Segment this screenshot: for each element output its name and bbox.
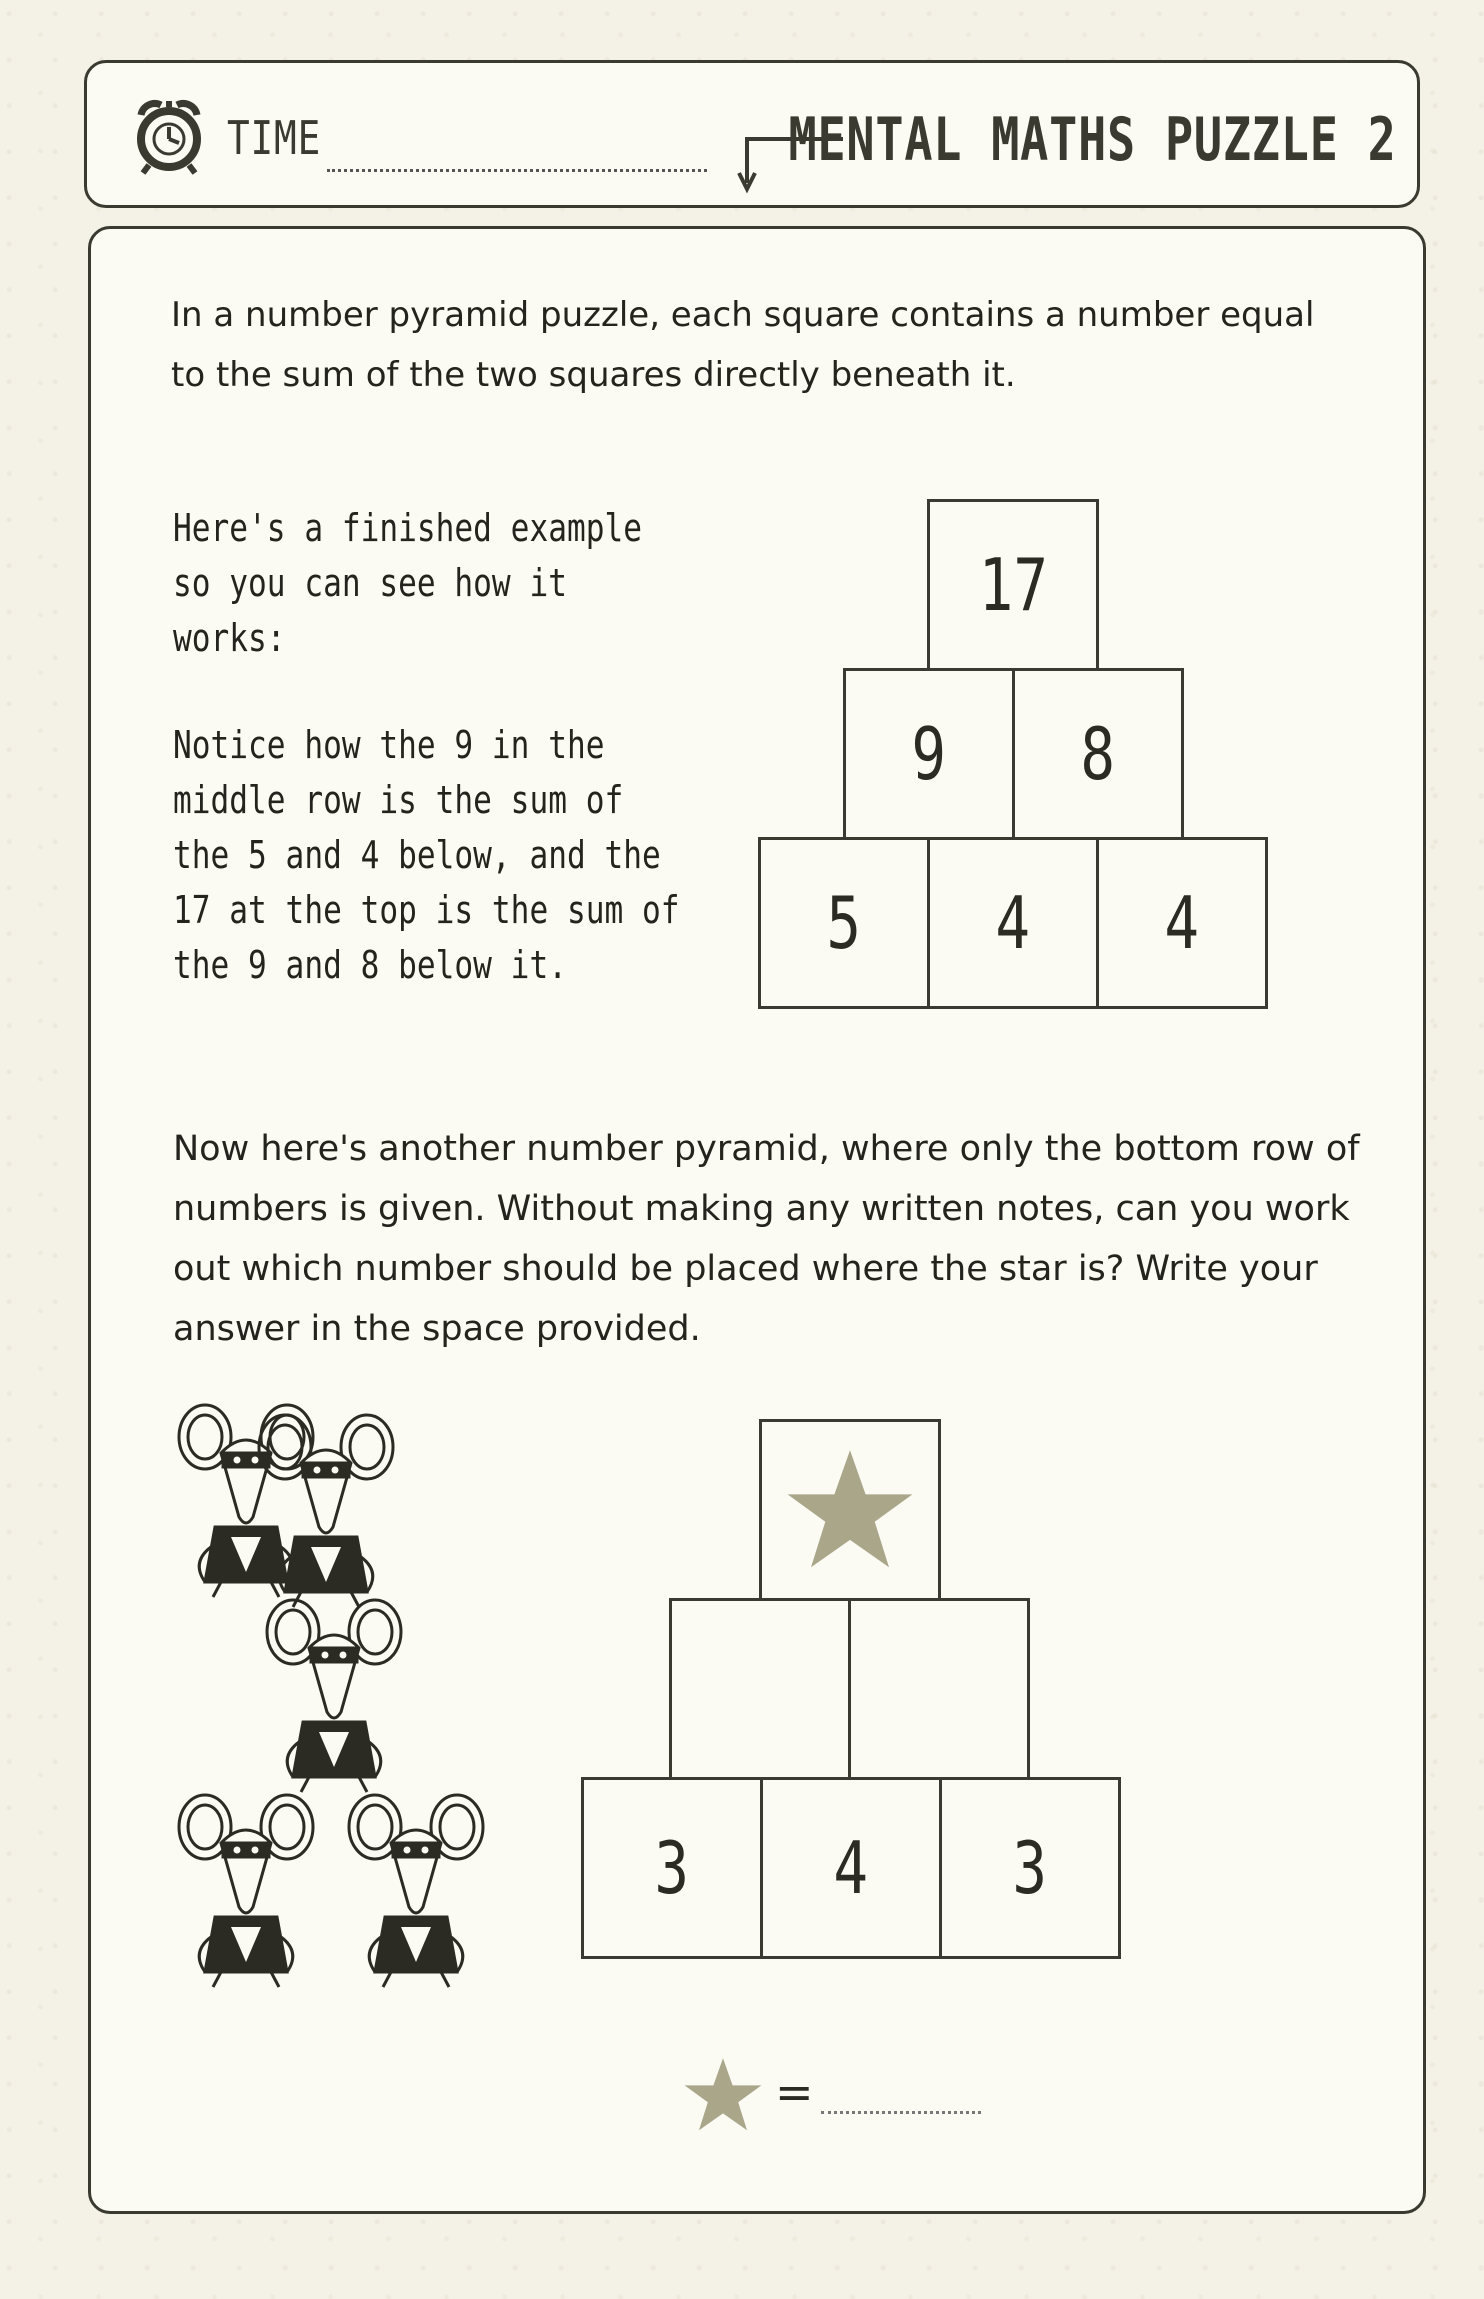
answer-input-line[interactable]	[821, 2111, 981, 2114]
example-intro-text: Here's a finished example so you can see how it works:	[173, 506, 643, 660]
header-bar	[84, 60, 1420, 208]
equals-sign: =	[775, 2065, 814, 2119]
example-pyramid-bottom-cell: 4	[1096, 837, 1268, 1009]
example-pyramid-bottom-cell: 5	[758, 837, 930, 1009]
example-description	[173, 501, 680, 1045]
answer-row	[683, 2055, 1043, 2135]
intro-text: In a number pyramid puzzle, each square contains a number equal to the sum of the two squares directly beneath it.	[171, 295, 1315, 395]
star-icon	[785, 1445, 915, 1575]
alarm-clock-icon	[127, 93, 211, 177]
example-pyramid-middle-cell: 8	[1012, 668, 1184, 840]
challenge-pyramid-bottom-cell: 3	[581, 1777, 763, 1959]
challenge-pyramid-bottom-cell: 4	[760, 1777, 942, 1959]
mice-pyramid-illustration	[171, 1397, 531, 2007]
puzzle-panel	[88, 226, 1426, 2214]
time-label: TIME	[227, 111, 322, 165]
challenge-text: Now here's another number pyramid, where only the bottom row of numbers is given. Without making any written notes, can you work out which number should be placed where the star is? Write your answer in the space provided.	[173, 1129, 1360, 1349]
time-input-line[interactable]	[327, 169, 707, 172]
example-explanation-text: Notice how the 9 in the middle row is the sum of the 5 and 4 below, and the 17 at the top is the sum of the 9 and 8 below it.	[173, 723, 680, 987]
puzzle-title: MENTAL MATHS PUZZLE 2	[788, 105, 1397, 175]
example-pyramid-bottom-cell: 4	[927, 837, 1099, 1009]
star-icon	[683, 2055, 763, 2135]
example-pyramid-top-cell: 17	[927, 499, 1099, 671]
challenge-pyramid-bottom-cell: 3	[939, 1777, 1121, 1959]
challenge-pyramid-middle-cell[interactable]	[669, 1598, 851, 1780]
challenge-pyramid-middle-cell[interactable]	[848, 1598, 1030, 1780]
example-pyramid-middle-cell: 9	[843, 668, 1015, 840]
challenge-pyramid-star-cell	[759, 1419, 941, 1601]
